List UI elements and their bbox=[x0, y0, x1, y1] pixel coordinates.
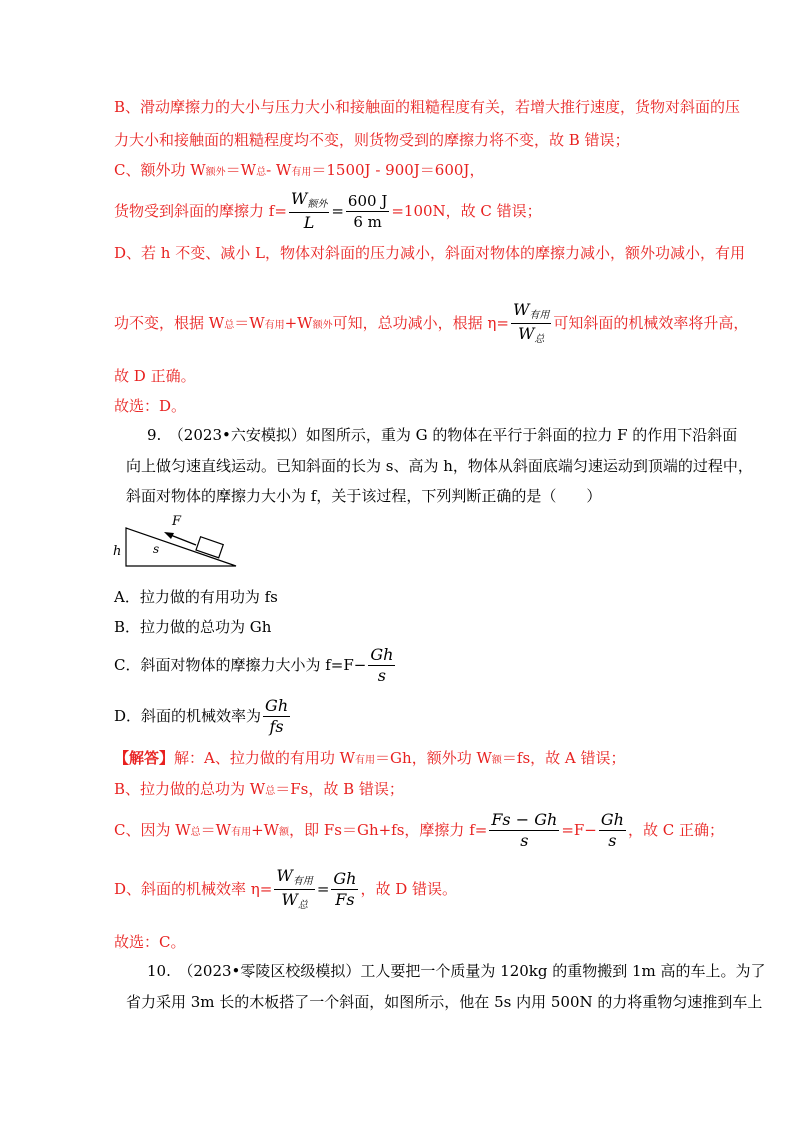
text-segment: =F− bbox=[561, 821, 597, 839]
option-b: B．拉力做的总功为 Gh bbox=[114, 618, 272, 636]
subscript: 额 bbox=[279, 827, 290, 838]
text-segment: 解：A、拉力做的有用功 W bbox=[174, 749, 356, 767]
label-s: s bbox=[153, 542, 160, 556]
denominator: fs bbox=[269, 716, 284, 736]
solution-d-line-3: 故 D 正确。 bbox=[114, 367, 196, 385]
text-segment: D、斜面的机械效率 η= bbox=[114, 880, 273, 898]
solution-9-c bbox=[114, 809, 724, 851]
subscript: 有用 bbox=[291, 167, 312, 178]
denominator: W bbox=[517, 323, 535, 343]
text-segment: ＝W bbox=[200, 821, 232, 839]
denominator: s bbox=[608, 830, 617, 850]
subscript: 总 bbox=[224, 320, 235, 331]
subscript: 总 bbox=[190, 827, 201, 838]
fraction-gh-over-fs bbox=[263, 697, 290, 736]
denominator: Fs bbox=[335, 889, 355, 909]
solution-tag: 【解答】 bbox=[114, 749, 175, 767]
block-group bbox=[196, 537, 223, 558]
block bbox=[196, 537, 223, 558]
option-c bbox=[114, 644, 397, 686]
equals-sign: = bbox=[316, 880, 330, 898]
solution-c-line-1 bbox=[114, 160, 484, 180]
inclined-plane-figure bbox=[110, 510, 245, 570]
numerator: W bbox=[290, 189, 308, 208]
text-segment: D．斜面的机械效率为 bbox=[114, 707, 262, 725]
solution-d-line-2 bbox=[114, 299, 749, 345]
text-segment: ＝Gh，额外功 W bbox=[375, 749, 492, 767]
text-segment: ＝W bbox=[225, 161, 257, 179]
solution-d-line-1: D、若 h 不变、减小 L，物体对斜面的压力减小，斜面对物体的摩擦力减小，额外功减小，有用 bbox=[114, 244, 745, 262]
solution-9-b bbox=[114, 779, 404, 799]
solution-9-a bbox=[114, 748, 626, 768]
text-segment: 可知，总功减小，根据 η= bbox=[332, 314, 509, 332]
subscript: 有用 bbox=[292, 875, 313, 887]
fraction-gh-over-fs bbox=[331, 870, 358, 909]
text-segment: ，即 Fs＝Gh+fs，摩擦力 f= bbox=[289, 821, 488, 839]
numerator: Gh bbox=[370, 644, 394, 664]
subscript: 总 bbox=[297, 899, 308, 911]
text-segment: C．斜面对物体的摩擦力大小为 f=F− bbox=[114, 656, 367, 674]
answer-line-9: 故选：C。 bbox=[114, 933, 186, 951]
fraction-fs-minus-gh-over-s bbox=[489, 811, 559, 850]
subscript: 有用 bbox=[529, 309, 550, 321]
numerator: 600 J bbox=[347, 191, 388, 210]
text-segment: ＝fs，故 A 错误； bbox=[501, 749, 626, 767]
text-segment: ，故 C 正确； bbox=[627, 821, 724, 839]
option-a: A．拉力做的有用功为 fs bbox=[114, 588, 278, 606]
subscript: 有用 bbox=[355, 755, 376, 766]
text-segment: ＝W bbox=[234, 314, 265, 332]
fraction-w-useful-over-w-total bbox=[274, 867, 314, 912]
solution-c-line-2 bbox=[114, 190, 542, 232]
subscript: 有用 bbox=[231, 827, 252, 838]
question-9-line-1: 9. （2023•六安模拟）如图所示，重为 G 的物体在平行于斜面的拉力 F 的作用下沿斜面 bbox=[147, 426, 738, 444]
fraction-gh-over-s bbox=[599, 811, 626, 850]
subscript: 额外 bbox=[307, 199, 328, 210]
fraction-gh-over-s bbox=[368, 646, 395, 685]
denominator: s bbox=[520, 830, 529, 850]
subscript: 额外 bbox=[205, 167, 226, 178]
solution-b-line-2: 力大小和接触面的粗糙程度均不变，则货物受到的摩擦力将不变，故 B 错误； bbox=[114, 131, 630, 149]
subscript: 有用 bbox=[264, 320, 285, 331]
question-10-line-1: 10. （2023•零陵区校级模拟）工人要把一个质量为 120kg 的重物搬到 1m 高的车上。为了 bbox=[147, 962, 766, 980]
numerator: Gh bbox=[265, 695, 289, 715]
label-F: F bbox=[172, 514, 182, 529]
numerator: W bbox=[276, 865, 293, 885]
subscript: 总 bbox=[534, 333, 545, 345]
equals-sign: = bbox=[331, 202, 344, 220]
text-segment: +W bbox=[284, 314, 313, 332]
denominator: s bbox=[377, 665, 386, 685]
text-segment: 可知斜面的机械效率将升高， bbox=[553, 314, 749, 332]
text-segment: 货物受到斜面的摩擦力 f= bbox=[114, 202, 287, 220]
numerator: Gh bbox=[600, 809, 624, 829]
text-segment: ＝1500J - 900J＝600J， bbox=[311, 161, 485, 179]
text-segment: ，故 D 错误。 bbox=[360, 880, 458, 898]
numerator: Fs − Gh bbox=[491, 809, 558, 829]
fraction-work-over-length bbox=[289, 190, 329, 232]
text-segment: +W bbox=[251, 821, 280, 839]
denominator: W bbox=[281, 889, 298, 909]
text-segment: 功不变，根据 W bbox=[114, 314, 225, 332]
solution-b-line-1: B、滑动摩擦力的大小与压力大小和接触面的粗糙程度有关，若增大推行速度，货物对斜面的压 bbox=[114, 98, 741, 116]
text-segment: - W bbox=[266, 161, 292, 179]
subscript: 总 bbox=[256, 167, 267, 178]
subscript: 额 bbox=[491, 755, 502, 766]
subscript: 额外 bbox=[312, 320, 333, 331]
numerator: W bbox=[512, 299, 530, 319]
subscript: 总 bbox=[265, 786, 276, 797]
answer-line: 故选：D。 bbox=[114, 397, 187, 415]
solution-9-d bbox=[114, 867, 457, 911]
question-10-line-2: 省力采用 3m 长的木板搭了一个斜面，如图所示，他在 5s 内用 500N 的力将重物匀速推到车上 bbox=[126, 993, 763, 1011]
label-h: h bbox=[113, 544, 122, 559]
denominator: 6 m bbox=[353, 212, 382, 231]
text-segment: ＝Fs，故 B 错误； bbox=[275, 780, 404, 798]
text-segment: =100N，故 C 错误； bbox=[391, 202, 542, 220]
denominator: L bbox=[303, 213, 315, 232]
text-segment: C、额外功 W bbox=[114, 161, 206, 179]
text-segment: B、拉力做的总功为 W bbox=[114, 780, 266, 798]
force-arrow-head bbox=[164, 532, 174, 539]
text-segment: C、因为 W bbox=[114, 821, 191, 839]
question-9-line-3: 斜面对物体的摩擦力大小为 f，关于该过程，下列判断正确的是（ ） bbox=[126, 487, 602, 505]
option-d bbox=[114, 695, 292, 737]
fraction-efficiency bbox=[511, 301, 551, 346]
question-9-line-2: 向上做匀速直线运动。已知斜面的长为 s、高为 h，物体从斜面底端匀速运动到顶端的过程中， bbox=[126, 457, 753, 475]
numerator: Gh bbox=[333, 868, 357, 888]
fraction-600j-over-6m bbox=[346, 192, 389, 231]
